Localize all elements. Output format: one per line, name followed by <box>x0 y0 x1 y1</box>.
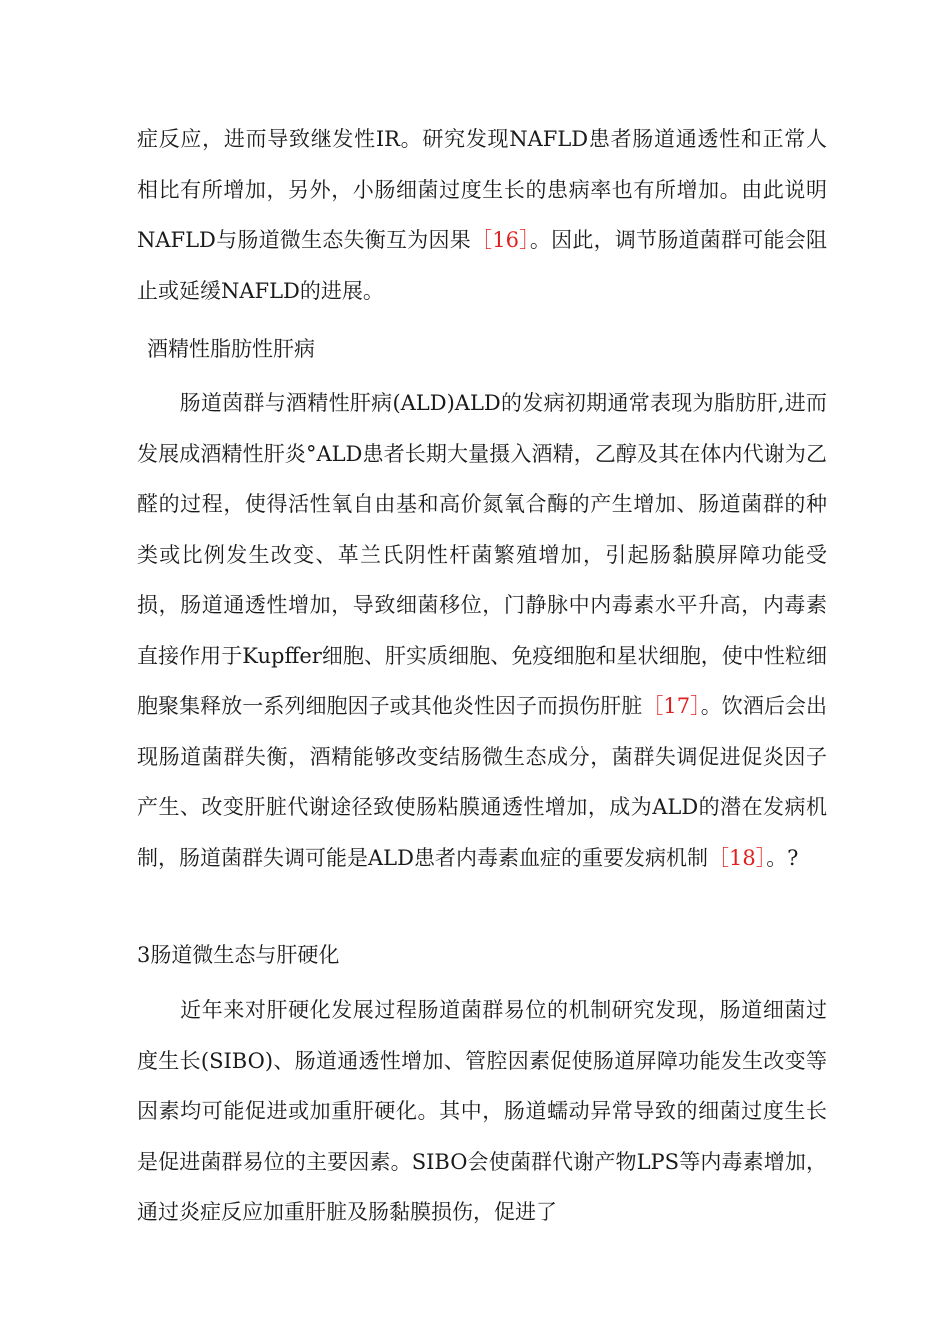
paragraph-ald <box>137 378 827 883</box>
paragraph-text: 肠道茵群与酒精性肝病(ALD)ALD的发病初期通常表现为脂肪肝,进而发展成酒精性肝炎°ALD患者长期大量摄入酒精，乙醇及其在体内代谢为乙醛的过程，使得活性氧自由基和高价氮氧合酶的产生增加、肠道菌群的种类或比例发生改变、革兰氏阴性杆菌繁殖增加，引起肠黏膜屏障功能受损，肠道通透性增加，导致细菌移位，门静脉中内毒素水平升高，内毒素直接作用于Kupffer细胞、肝实质细胞、免疫细胞和星状细胞，使中性粒细胞聚集释放一系列细胞因子或其他炎性因子而损伤肝脏 <box>137 391 827 718</box>
paragraph-text: 。饮酒后会出现肠道菌群失衡，酒精能够改变结肠微生态成分，菌群失调促进促炎因子产生、改变肝脏代谢途径致使肠粘膜通透性增加，成为ALD的潜在发病机制，肠道菌群失调可能是ALD患者内毒素血症的重要发病机制 <box>137 694 827 870</box>
paragraph-text: 。因此，调节肠道菌群可能会阻止或延缓NAFLD的进展。 <box>137 228 827 303</box>
citation-reference: ［16］ <box>470 228 530 252</box>
paragraph-nafld-conclusion <box>137 114 827 316</box>
paragraph-text: 近年来对肝硬化发展过程肠道菌群易位的机制研究发现，肠道细菌过度生长(SIBO)、肠道通透性增加、管腔因素促使肠道屏障功能发生改变等因素均可能促进或加重肝硬化。其中，肠道蠕动异常导致的细菌过度生长是促进菌群易位的主要因素。SIBO会使菌群代谢产物LPS等内毒素增加，通过炎症反应加重肝脏及肠黏膜损伤，促进了 <box>137 998 827 1224</box>
citation-reference: ［17］ <box>642 694 701 718</box>
paragraph-cirrhosis <box>137 985 827 1238</box>
section-heading-ald: 酒精性脂肪性肝病 <box>147 337 315 361</box>
paragraph-text: 。? <box>766 845 799 870</box>
citation-reference: ［18］ <box>707 845 767 870</box>
paragraph-text: 症反应，进而导致继发性IR。研究发现NAFLD患者肠道通透性和正常人相比有所增加，另外，小肠细菌过度生长的患病率也有所增加。由此说明NAFLD与肠道微生态失衡互为因果 <box>137 127 827 252</box>
section-heading-cirrhosis: 3肠道微生态与肝硬化 <box>137 943 340 967</box>
